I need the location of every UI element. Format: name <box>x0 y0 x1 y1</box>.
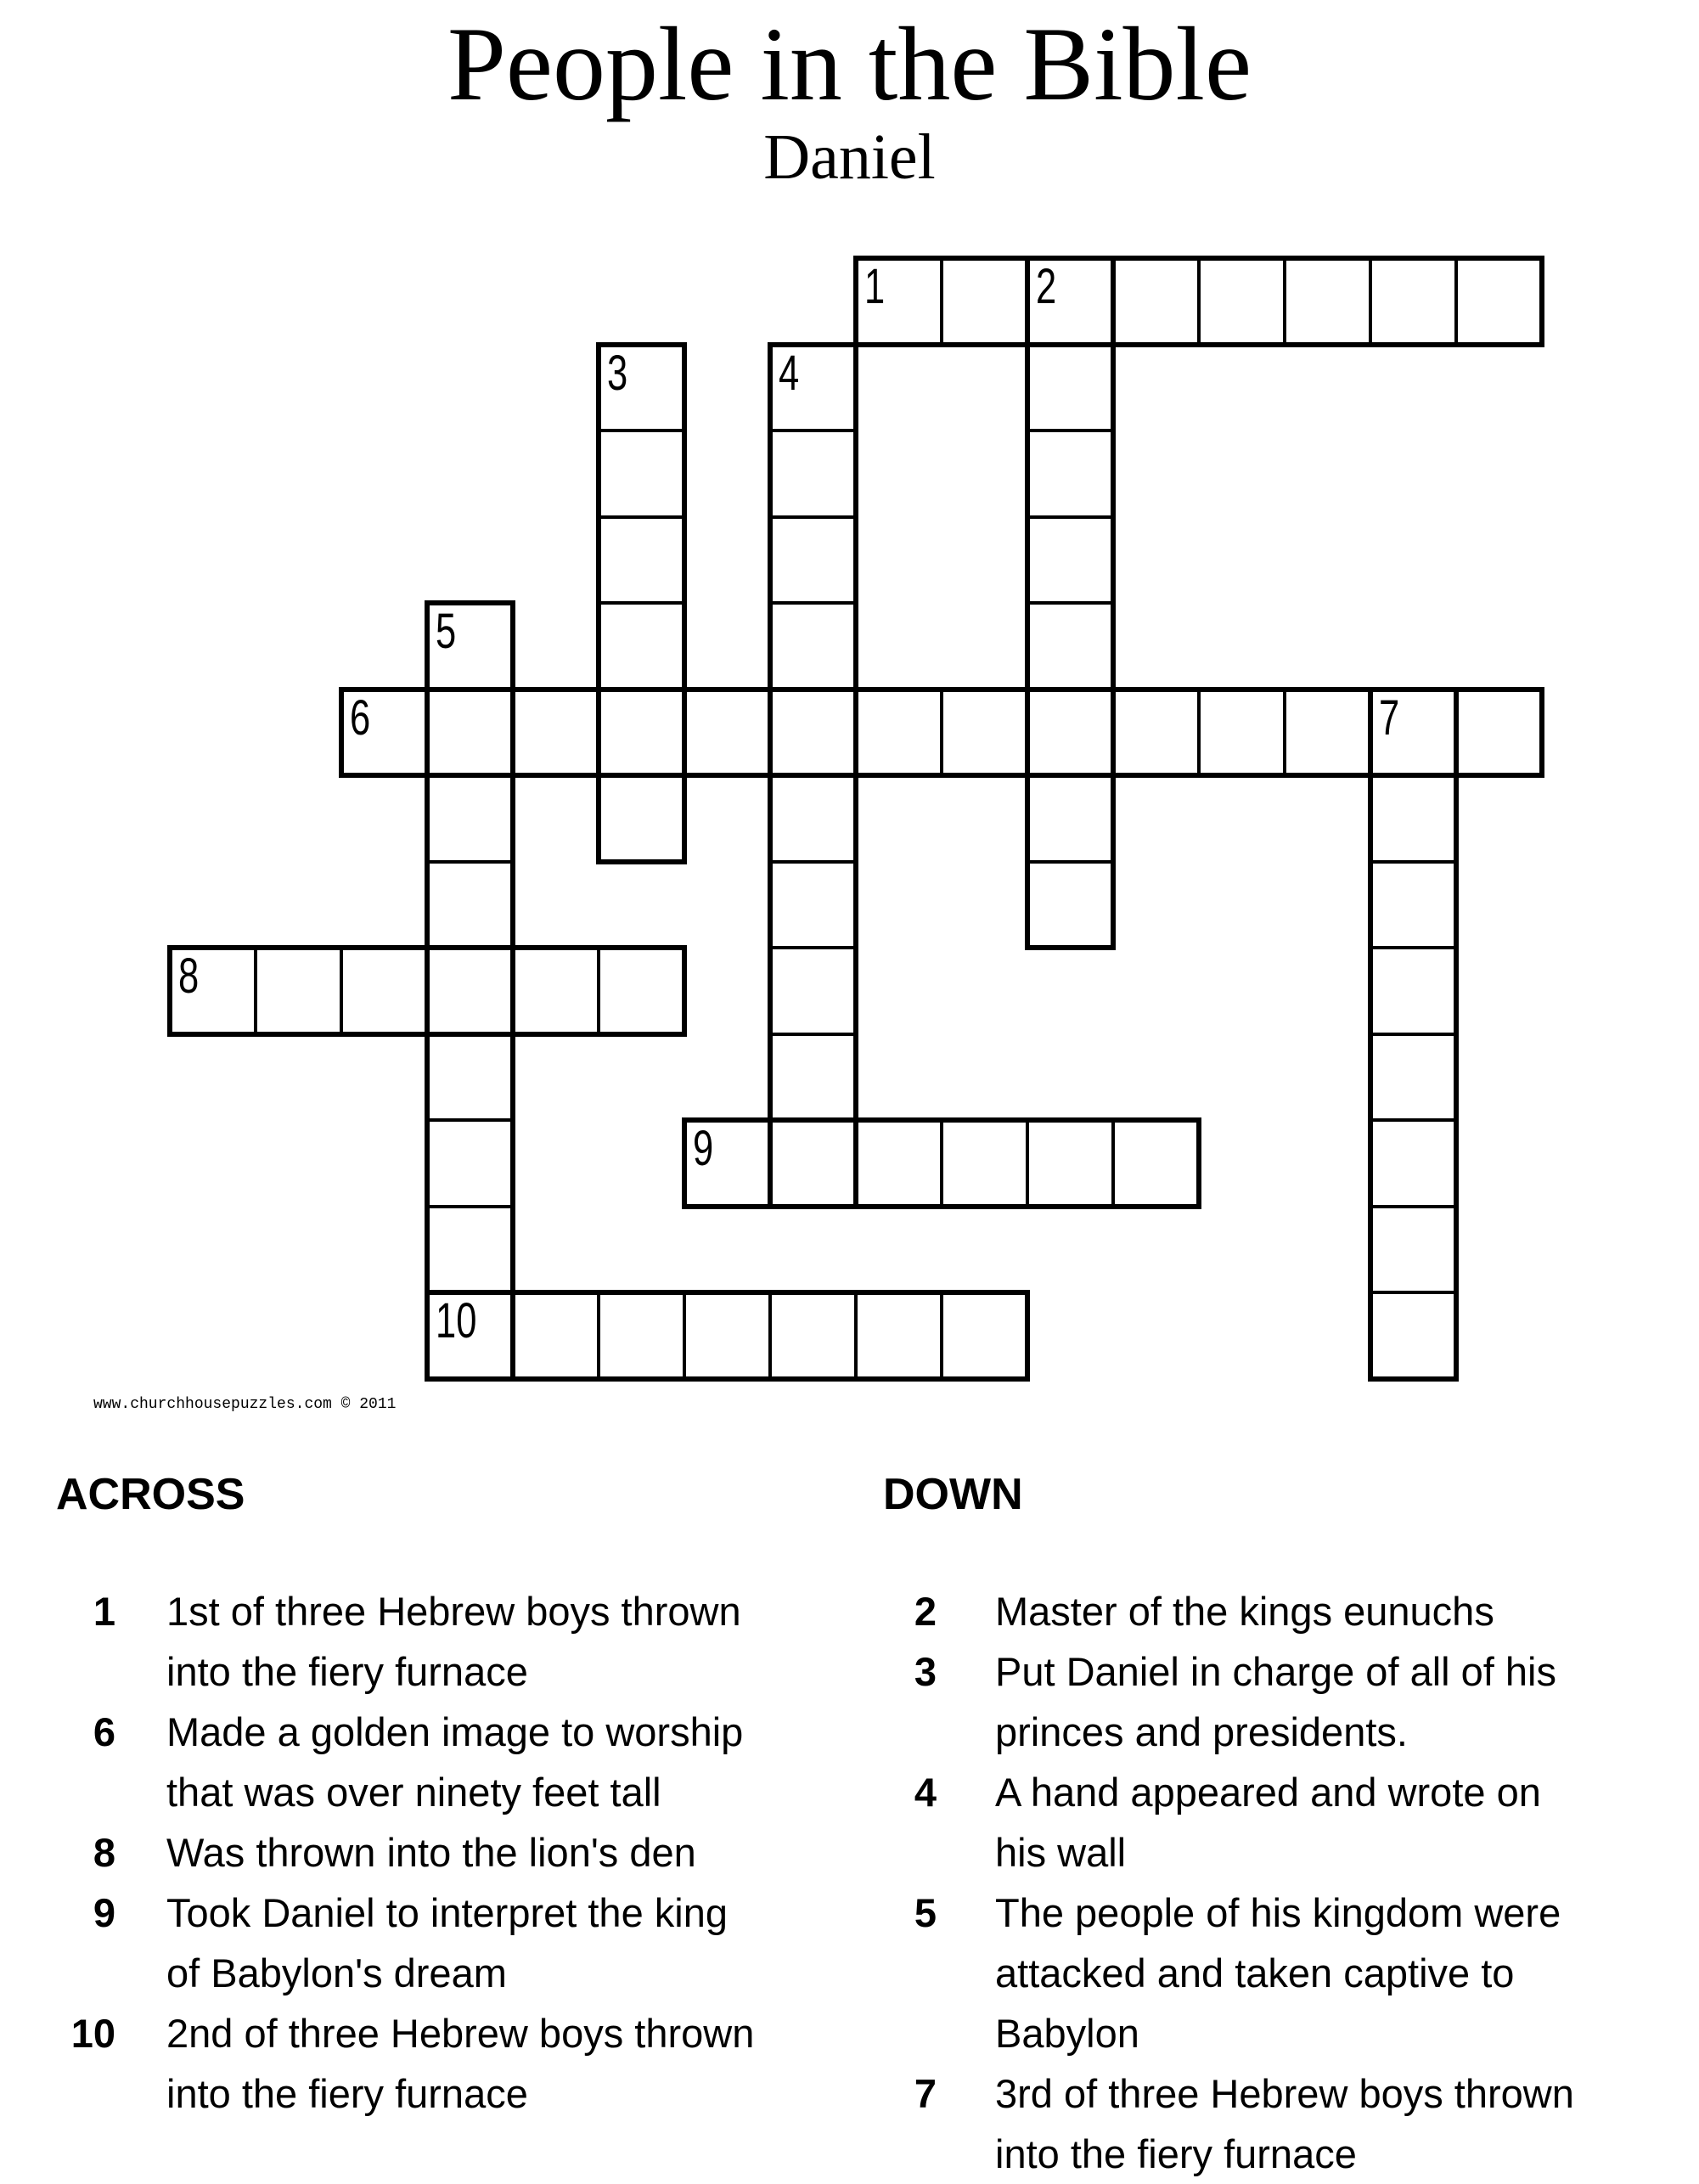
across-clue-9 <box>0 1883 754 1943</box>
clue-text: of Babylon's dream <box>166 1950 507 1995</box>
grid-cell[interactable] <box>340 946 429 1036</box>
grid-cell[interactable] <box>597 774 686 864</box>
clue-text: into the fiery furnace <box>995 2131 1357 2176</box>
grid-cell[interactable] <box>768 1033 858 1123</box>
clue-text: princes and presidents. <box>995 1709 1408 1754</box>
grid-cell[interactable] <box>1283 256 1372 346</box>
clue-text: 3rd of three Hebrew boys thrown <box>995 2071 1574 2116</box>
grid-cell[interactable] <box>1369 1033 1458 1123</box>
grid-cell[interactable] <box>1369 688 1458 778</box>
grid-cell-number: 9 <box>693 1121 714 1176</box>
grid-cell[interactable] <box>597 515 686 605</box>
grid-cell[interactable] <box>1369 860 1458 950</box>
clue-number: 3 <box>914 1649 937 1694</box>
grid-cell[interactable] <box>1369 1205 1458 1295</box>
clue-number: 1 <box>93 1589 115 1634</box>
down-clue-4 <box>822 1762 1574 1822</box>
grid-cell[interactable] <box>1026 688 1115 778</box>
grid-cell-number: 6 <box>350 690 371 746</box>
clue-number: 7 <box>914 2071 937 2116</box>
grid-cell[interactable] <box>1026 774 1115 864</box>
down-clue-4-cont <box>822 1822 1574 1883</box>
grid-cell[interactable] <box>597 688 686 778</box>
grid-cell-number: 8 <box>178 948 200 1004</box>
grid-cell[interactable] <box>1026 1118 1115 1208</box>
grid-cell[interactable] <box>1026 429 1115 519</box>
grid-cell[interactable] <box>425 860 515 950</box>
clue-number: 6 <box>93 1709 115 1754</box>
down-clue-3-cont <box>822 1702 1574 1762</box>
across-header: ACROSS <box>56 1470 245 1519</box>
grid-cell[interactable] <box>425 946 515 1036</box>
clue-text: into the fiery furnace <box>166 2071 528 2116</box>
down-clue-2 <box>822 1581 1574 1641</box>
grid-cell[interactable] <box>425 688 515 778</box>
grid-cell[interactable] <box>1026 343 1115 433</box>
page-subtitle: Daniel <box>763 121 936 193</box>
clue-text: Master of the kings eunuchs <box>995 1589 1494 1634</box>
grid-cell[interactable] <box>1369 774 1458 864</box>
grid-cell[interactable] <box>511 946 600 1036</box>
grid-cell[interactable] <box>1197 256 1286 346</box>
grid-cell[interactable] <box>1111 1118 1201 1208</box>
grid-cell[interactable] <box>1369 1291 1458 1381</box>
grid-cell[interactable] <box>1111 256 1201 346</box>
clue-text: attacked and taken captive to <box>995 1950 1515 1995</box>
grid-cell[interactable] <box>768 515 858 605</box>
grid-cell[interactable] <box>1026 256 1115 346</box>
grid-cell[interactable] <box>768 1118 858 1208</box>
grid-cell[interactable] <box>1283 688 1372 778</box>
grid-cell[interactable] <box>1026 601 1115 691</box>
grid-cell[interactable] <box>940 256 1029 346</box>
clue-text: his wall <box>995 1830 1127 1875</box>
across-clue-6 <box>0 1702 754 1762</box>
down-clue-5 <box>822 1883 1574 1943</box>
grid-cell[interactable] <box>854 1291 943 1381</box>
grid-cell[interactable] <box>597 429 686 519</box>
clue-number: 8 <box>93 1830 115 1875</box>
grid-cell[interactable] <box>1111 688 1201 778</box>
clue-text: The people of his kingdom were <box>995 1890 1561 1935</box>
across-clue-10 <box>0 2003 754 2063</box>
grid-cell[interactable] <box>768 1291 858 1381</box>
clue-number: 2 <box>914 1589 937 1634</box>
grid-cell[interactable] <box>597 343 686 433</box>
grid-cell[interactable] <box>768 429 858 519</box>
across-clue-list <box>0 1581 754 2124</box>
grid-cell[interactable] <box>1454 256 1544 346</box>
clue-text: Was thrown into the lion's den <box>166 1830 696 1875</box>
grid-cell[interactable] <box>254 946 343 1036</box>
grid-cell[interactable] <box>683 688 772 778</box>
grid-cell-number: 1 <box>864 259 886 314</box>
grid-cell[interactable] <box>511 1291 600 1381</box>
grid-cell[interactable] <box>597 1291 686 1381</box>
grid-cell-number: 7 <box>1379 690 1400 746</box>
grid-cell-number: 10 <box>436 1293 477 1348</box>
page-title: People in the Bible <box>447 6 1252 122</box>
grid-cell[interactable] <box>768 774 858 864</box>
across-clue-9-cont <box>0 1943 754 2003</box>
grid-cell[interactable] <box>425 774 515 864</box>
grid-cell[interactable] <box>1369 1118 1458 1208</box>
across-clue-1-cont <box>0 1641 754 1702</box>
grid-cell[interactable] <box>940 1118 1029 1208</box>
clue-number: 10 <box>70 2011 115 2056</box>
grid-cell[interactable] <box>1369 256 1458 346</box>
grid-cell[interactable] <box>425 601 515 691</box>
grid-cell[interactable] <box>940 688 1029 778</box>
grid-cell[interactable] <box>854 1118 943 1208</box>
down-clue-7 <box>822 2063 1574 2124</box>
down-clue-7-cont <box>822 2124 1574 2184</box>
grid-cell[interactable] <box>683 1118 772 1208</box>
grid-cell-number: 4 <box>779 345 800 401</box>
across-clue-10-cont <box>0 2063 754 2124</box>
grid-cell[interactable] <box>597 946 686 1036</box>
grid-cell[interactable] <box>768 688 858 778</box>
grid-cell[interactable] <box>854 256 943 346</box>
grid-cell[interactable] <box>168 946 257 1036</box>
down-clue-3 <box>822 1641 1574 1702</box>
down-clue-5-cont <box>822 2003 1574 2063</box>
grid-cell[interactable] <box>425 1205 515 1295</box>
clue-text: Babylon <box>995 2011 1139 2056</box>
grid-cell[interactable] <box>768 860 858 950</box>
clue-text: that was over ninety feet tall <box>166 1770 661 1815</box>
clue-number: 9 <box>93 1890 115 1935</box>
grid-cell[interactable] <box>425 1291 515 1381</box>
clue-number: 4 <box>914 1770 937 1815</box>
grid-cell[interactable] <box>1026 515 1115 605</box>
across-clue-8 <box>0 1822 754 1883</box>
clue-text: Took Daniel to interpret the king <box>166 1890 728 1935</box>
grid-cell[interactable] <box>340 688 429 778</box>
clue-text: Put Daniel in charge of all of his <box>995 1649 1556 1694</box>
grid-cell[interactable] <box>768 946 858 1036</box>
grid-cell[interactable] <box>1454 688 1544 778</box>
clue-number: 5 <box>914 1890 937 1935</box>
grid-cell[interactable] <box>597 601 686 691</box>
clue-text: 1st of three Hebrew boys thrown <box>166 1589 741 1634</box>
grid-cell[interactable] <box>940 1291 1029 1381</box>
grid-cell[interactable] <box>511 688 600 778</box>
clue-text: A hand appeared and wrote on <box>995 1770 1541 1815</box>
grid-cell-number: 3 <box>607 345 628 401</box>
grid-cell[interactable] <box>425 1118 515 1208</box>
down-clue-list <box>822 1581 1574 2184</box>
copyright-note: www.churchhousepuzzles.com © 2011 <box>93 1396 397 1413</box>
down-header: DOWN <box>883 1470 1023 1519</box>
clue-text: 2nd of three Hebrew boys thrown <box>166 2011 755 2056</box>
across-clue-1 <box>0 1581 754 1641</box>
grid-cell[interactable] <box>1197 688 1286 778</box>
grid-cell[interactable] <box>768 601 858 691</box>
down-clue-5-cont <box>822 1943 1574 2003</box>
grid-cell[interactable] <box>768 343 858 433</box>
grid-cell[interactable] <box>854 688 943 778</box>
grid-cell[interactable] <box>1026 860 1115 950</box>
grid-cell[interactable] <box>425 1033 515 1123</box>
grid-cell-number: 2 <box>1036 259 1057 314</box>
across-clue-6-cont <box>0 1762 754 1822</box>
clue-text: into the fiery furnace <box>166 1649 528 1694</box>
grid-cell[interactable] <box>1369 946 1458 1036</box>
clue-text: Made a golden image to worship <box>166 1709 744 1754</box>
grid-cell-number: 5 <box>436 604 457 659</box>
grid-cell[interactable] <box>683 1291 772 1381</box>
